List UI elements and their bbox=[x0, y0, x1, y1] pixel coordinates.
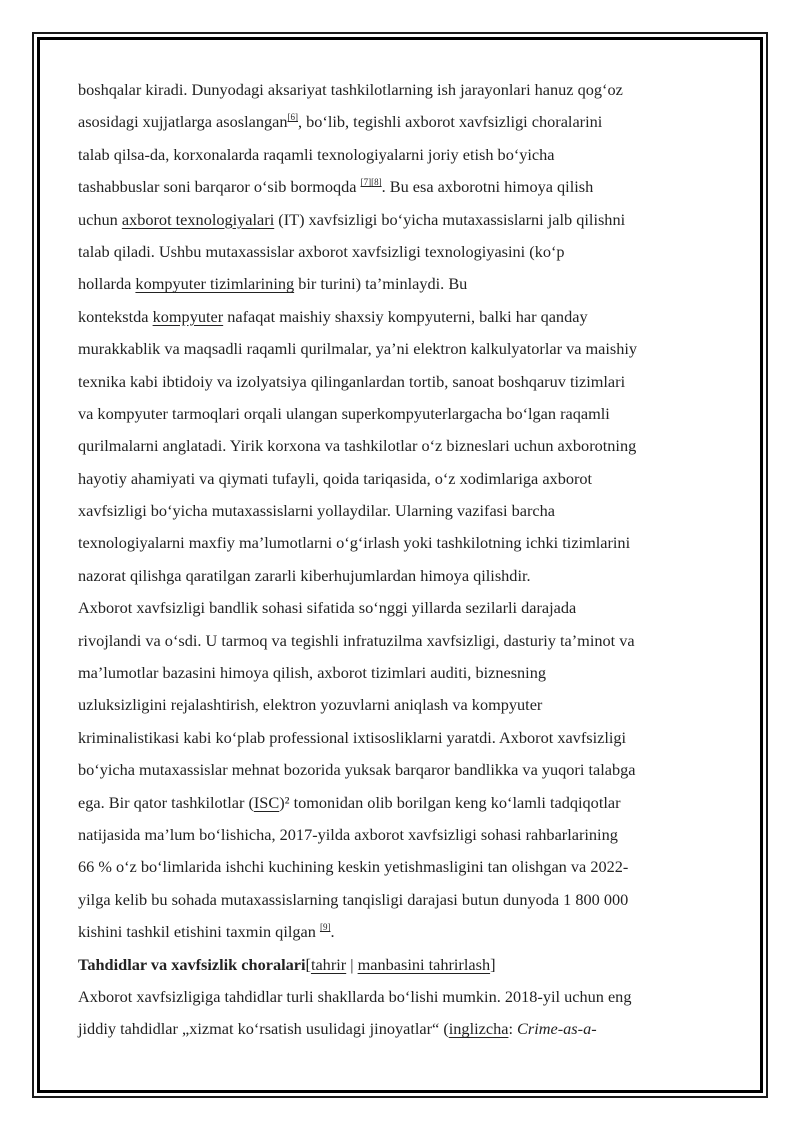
text-line: hayotiy ahamiyati va qiymati tufayli, qoida tariqasida, o‘z xodimlariga axborot bbox=[78, 468, 593, 488]
link-kompyuter-tizimlarining[interactable]: kompyuter tizimlarining bbox=[135, 274, 295, 294]
paragraph-1 bbox=[78, 74, 728, 592]
text-line: kishini tashkil etishini taxmin qilgan [9]. bbox=[78, 922, 335, 942]
paragraph-2 bbox=[78, 592, 728, 948]
paragraph-3 bbox=[78, 981, 728, 1046]
document-body bbox=[78, 74, 728, 1046]
text-line: hollarda kompyuter tizimlarining bir turini) ta’minlaydi. Bu bbox=[78, 274, 468, 294]
footnote-ref-6[interactable]: [6] bbox=[287, 112, 298, 123]
text-line: talab qiladi. Ushbu mutaxassislar axborot xavfsizligi texnologiyasini (ko‘p bbox=[78, 241, 565, 261]
text-line: jiddiy tahdidlar „xizmat ko‘rsatish usulidagi jinoyatlar“ (inglizcha: Crime-as-a- bbox=[78, 1019, 597, 1039]
italic-term: Crime-as-a- bbox=[517, 1019, 597, 1039]
text-line: boshqalar kiradi. Dunyodagi aksariyat tashkilotlarning ish jarayonlari hanuz qog‘oz bbox=[78, 80, 623, 99]
text-line: 66 % o‘z bo‘limlarida ishchi kuchining keskin yetishmasligini tan olishgan va 2022- bbox=[78, 857, 629, 877]
text-line: uchun axborot texnologiyalari (IT) xavfsizligi bo‘yicha mutaxassislarni jalb qilishni bbox=[78, 209, 626, 229]
text-line: texnologiyalarni maxfiy ma’lumotlarni o‘g‘irlash yoki tashkilotning ichki tizimlarini bbox=[78, 533, 631, 553]
link-inglizcha[interactable]: inglizcha bbox=[448, 1019, 509, 1039]
section-heading: Tahdidlar va xavfsizlik choralari[tahrir | manbasini tahrirlash] bbox=[78, 954, 496, 974]
text-line: Axborot xavfsizligi bandlik sohasi sifatida so‘nggi yillarda sezilarli darajada bbox=[78, 598, 577, 618]
section-heading-title: Tahdidlar va xavfsizlik choralari bbox=[78, 954, 306, 974]
text-line: kontekstda kompyuter nafaqat maishiy shaxsiy kompyuterni, balki har qanday bbox=[78, 306, 588, 326]
text-line: uzluksizligini rejalashtirish, elektron yozuvlarni aniqlash va kompyuter bbox=[78, 695, 543, 715]
link-isc[interactable]: ISC bbox=[253, 792, 280, 812]
edit-source-link[interactable]: manbasini tahrirlash bbox=[357, 954, 491, 974]
text-line: ma’lumotlar bazasini himoya qilish, axborot tizimlari auditi, biznesning bbox=[78, 663, 546, 683]
edit-link[interactable]: tahrir bbox=[310, 954, 347, 974]
text-line: rivojlandi va o‘sdi. U tarmoq va tegishli infratuzilma xavfsizligi, dasturiy ta’minot va bbox=[78, 630, 635, 650]
footnote-ref-7[interactable]: [7] bbox=[360, 177, 372, 188]
text-line: qurilmalarni anglatadi. Yirik korxona va tashkilotlar o‘z bizneslari uchun axborotning bbox=[78, 436, 637, 456]
footnote-ref-8[interactable]: [8] bbox=[371, 177, 382, 188]
footnote-ref-9[interactable]: [9] bbox=[319, 922, 331, 933]
text-line: asosidagi xujjatlarga asoslangan[6], bo‘lib, tegishli axborot xavfsizligi choralarini bbox=[78, 112, 603, 132]
text-line: tashabbuslar soni barqaror o‘sib bormoqda [7][8]. Bu esa axborotni himoya qilish bbox=[78, 177, 594, 197]
text-line: kriminalistikasi kabi ko‘plab professional ixtisosliklarni yaratdi. Axborot xavfsizligi bbox=[78, 727, 627, 747]
text-line: natijasida ma’lum bo‘lishicha, 2017-yilda axborot xavfsizligi sohasi rahbarlarining bbox=[78, 824, 618, 844]
text-line: Axborot xavfsizligiga tahdidlar turli shakllarda bo‘lishi mumkin. 2018-yil uchun eng bbox=[78, 986, 632, 1006]
text-line: murakkablik va maqsadli raqamli qurilmalar, ya’ni elektron kalkulyatorlar va maishiy bbox=[78, 339, 638, 359]
text-line: talab qilsa-da, korxonalarda raqamli texnologiyalarni joriy etish bo‘yicha bbox=[78, 144, 555, 164]
text-line: texnika kabi ibtidoiy va izolyatsiya qilinganlardan tortib, sanoat boshqaruv tizimlari bbox=[78, 371, 626, 391]
text-line: xavfsizligi bo‘yicha mutaxassislarni yollaydilar. Ularning vazifasi barcha bbox=[78, 501, 555, 521]
text-line: ega. Bir qator tashkilotlar (ISC)² tomonidan olib borilgan keng ko‘lamli tadqiqotlar bbox=[78, 792, 621, 812]
text-line: bo‘yicha mutaxassislar mehnat bozorida yuksak barqaror bandlikka va yuqori talabga bbox=[78, 760, 636, 780]
text-line: va kompyuter tarmoqlari orqali ulangan superkompyuterlargacha bo‘lgan raqamli bbox=[78, 403, 610, 423]
link-kompyuter[interactable]: kompyuter bbox=[152, 306, 224, 326]
text-line: nazorat qilishga qaratilgan zararli kiberhujumlardan himoya qilishdir. bbox=[78, 565, 531, 585]
text-line: yilga kelib bu sohada mutaxassislarning tanqisligi darajasi butun dunyoda 1 800 000 bbox=[78, 889, 629, 909]
link-axborot-texnologiyalari[interactable]: axborot texnologiyalari bbox=[121, 209, 275, 229]
